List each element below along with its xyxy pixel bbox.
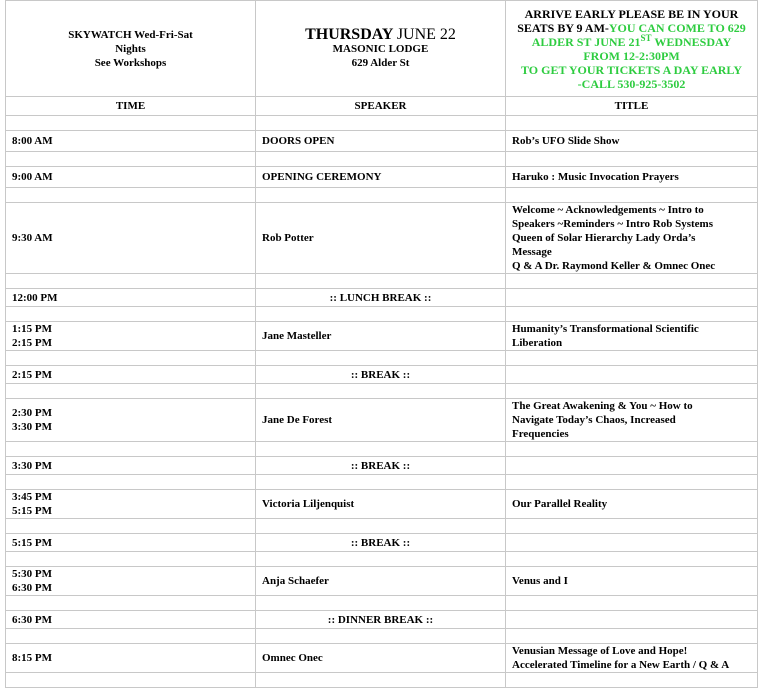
time-cell: [6, 611, 256, 629]
spacer-cell: [6, 442, 256, 457]
title-text: Venus and I: [512, 575, 568, 587]
speaker-cell: Omnec Onec: [256, 644, 506, 673]
spacer-cell: [256, 596, 506, 611]
time-text: 5:15 PM: [12, 505, 53, 517]
title-text: Navigate Today’s Chaos, Increased: [512, 414, 676, 426]
title-cell: [506, 366, 758, 384]
speaker-cell: Rob Potter: [256, 203, 506, 274]
spacer-cell: [506, 116, 758, 131]
time-text: 1:15 PM: [12, 323, 53, 335]
spacer-cell: [6, 351, 256, 366]
break-label: :: BREAK ::: [256, 457, 506, 475]
early-ticket-note: TO GET YOUR TICKETS A DAY EARLY: [521, 62, 742, 77]
schedule-row: [6, 490, 758, 519]
phone-note: -CALL 530-925-3502: [577, 76, 686, 91]
title-cell: [506, 289, 758, 307]
schedule-table: [5, 0, 758, 688]
spacer-cell: [6, 673, 256, 688]
time-cell: [6, 167, 256, 188]
spacer-cell: [6, 116, 256, 131]
spacer-cell: [256, 552, 506, 567]
spacer-cell: [256, 307, 506, 322]
title-text: The Great Awakening & You ~ How to: [512, 400, 693, 412]
time-cell: [6, 457, 256, 475]
time-text: 8:15 PM: [12, 652, 53, 664]
title-text: Our Parallel Reality: [512, 498, 608, 510]
time-cell: [6, 490, 256, 519]
header-row: [6, 1, 758, 97]
spacer-cell: [506, 552, 758, 567]
header-left-line: SKYWATCH Wed-Fri-Sat: [68, 28, 193, 41]
time-text: 3:30 PM: [12, 459, 53, 472]
break-label: :: LUNCH BREAK ::: [256, 289, 506, 307]
time-text: 6:30 PM: [12, 613, 53, 626]
break-row: [6, 289, 758, 307]
break-row: [6, 457, 758, 475]
schedule-row: [6, 644, 758, 673]
title-text: Queen of Solar Hierarchy Lady Orda’s: [512, 232, 696, 244]
spacer-row: [6, 673, 758, 688]
time-text: 12:00 PM: [12, 291, 58, 304]
spacer-cell: [256, 475, 506, 490]
column-header-time: TIME: [6, 97, 256, 116]
spacer-cell: [6, 629, 256, 644]
venue-name: MASONIC LODGE: [332, 42, 429, 55]
schedule-row: [6, 131, 758, 152]
spacer-cell: [506, 475, 758, 490]
time-text: 3:30 PM: [12, 421, 53, 433]
arrival-note: ARRIVE EARLY PLEASE BE IN YOUR: [524, 6, 739, 21]
time-text: 8:00 AM: [12, 135, 53, 147]
spacer-cell: [506, 307, 758, 322]
spacer-cell: [256, 442, 506, 457]
title-cell: [506, 644, 758, 673]
spacer-cell: [6, 188, 256, 203]
title-text: Haruko : Music Invocation Prayers: [512, 171, 679, 183]
break-label: :: BREAK ::: [256, 366, 506, 384]
time-text: 5:30 PM: [12, 568, 53, 580]
time-cell: [6, 567, 256, 596]
spacer-row: [6, 274, 758, 289]
spacer-cell: [6, 519, 256, 534]
spacer-cell: [6, 307, 256, 322]
column-header-title: TITLE: [506, 97, 758, 116]
spacer-row: [6, 152, 758, 167]
title-text: Speakers ~Reminders ~ Intro Rob Systems: [512, 218, 713, 230]
break-row: [6, 611, 758, 629]
spacer-cell: [256, 519, 506, 534]
title-cell: [506, 322, 758, 351]
header-left-line: See Workshops: [94, 56, 167, 69]
time-text: 2:15 PM: [12, 368, 53, 381]
speaker-cell: Anja Schaefer: [256, 567, 506, 596]
spacer-row: [6, 475, 758, 490]
spacer-cell: [506, 629, 758, 644]
time-text: 3:45 PM: [12, 491, 53, 503]
time-cell: [6, 131, 256, 152]
spacer-cell: [256, 629, 506, 644]
spacer-cell: [6, 384, 256, 399]
spacer-row: [6, 116, 758, 131]
schedule-row: [6, 399, 758, 442]
title-text: Venusian Message of Love and Hope!: [512, 645, 688, 657]
spacer-cell: [256, 274, 506, 289]
break-label: :: DINNER BREAK ::: [256, 611, 506, 629]
spacer-cell: [6, 152, 256, 167]
spacer-cell: [256, 384, 506, 399]
time-cell: [6, 203, 256, 274]
spacer-cell: [506, 384, 758, 399]
spacer-cell: [506, 519, 758, 534]
title-text: Welcome ~ Acknowledgements ~ Intro to: [512, 204, 704, 216]
title-cell: [506, 611, 758, 629]
spacer-cell: [6, 552, 256, 567]
speaker-cell: Jane De Forest: [256, 399, 506, 442]
time-cell: [6, 289, 256, 307]
spacer-cell: [506, 442, 758, 457]
title-text: Q & A Dr. Raymond Keller & Omnec Onec: [512, 260, 716, 272]
time-text: 5:15 PM: [12, 536, 53, 549]
arrival-note: SEATS BY 9 AM-YOU CAN COME TO 629: [517, 20, 746, 35]
title-cell: [506, 567, 758, 596]
title-text: Frequencies: [512, 428, 569, 440]
spacer-cell: [506, 673, 758, 688]
spacer-row: [6, 351, 758, 366]
header-center-cell: [256, 1, 506, 97]
title-text: Humanity’s Transformational Scientific: [512, 323, 699, 335]
schedule-row: [6, 567, 758, 596]
title-cell: [506, 534, 758, 552]
title-text: Message: [512, 246, 552, 258]
title-cell: [506, 203, 758, 274]
spacer-row: [6, 552, 758, 567]
spacer-row: [6, 307, 758, 322]
time-cell: [6, 644, 256, 673]
spacer-cell: [256, 351, 506, 366]
spacer-row: [6, 596, 758, 611]
speaker-cell: OPENING CEREMONY: [256, 167, 506, 188]
title-text: Liberation: [512, 337, 563, 349]
spacer-cell: [6, 274, 256, 289]
spacer-cell: [506, 274, 758, 289]
spacer-cell: [506, 152, 758, 167]
header-left-line: Nights: [115, 42, 146, 55]
spacer-cell: [506, 596, 758, 611]
title-cell: [506, 490, 758, 519]
time-cell: [6, 366, 256, 384]
spacer-cell: [256, 152, 506, 167]
break-row: [6, 534, 758, 552]
spacer-cell: [256, 673, 506, 688]
break-label: :: BREAK ::: [256, 534, 506, 552]
spacer-cell: [506, 351, 758, 366]
schedule-row: [6, 322, 758, 351]
schedule-row: [6, 203, 758, 274]
time-text: 9:00 AM: [12, 171, 53, 183]
time-text: 2:30 PM: [12, 407, 53, 419]
spacer-row: [6, 519, 758, 534]
title-text: Accelerated Timeline for a New Earth / Q & A: [512, 659, 730, 671]
column-header-speaker: SPEAKER: [256, 97, 506, 116]
time-cell: [6, 534, 256, 552]
time-cell: [6, 322, 256, 351]
time-text: 9:30 AM: [12, 232, 53, 244]
speaker-cell: DOORS OPEN: [256, 131, 506, 152]
spacer-row: [6, 629, 758, 644]
time-text: 2:15 PM: [12, 337, 53, 349]
spacer-cell: [6, 596, 256, 611]
title-cell: [506, 167, 758, 188]
spacer-cell: [506, 188, 758, 203]
speaker-cell: Victoria Liljenquist: [256, 490, 506, 519]
time-cell: [6, 399, 256, 442]
spacer-cell: [256, 188, 506, 203]
title-cell: [506, 131, 758, 152]
speaker-cell: Jane Masteller: [256, 322, 506, 351]
spacer-row: [6, 442, 758, 457]
spacer-row: [6, 188, 758, 203]
schedule-row: [6, 167, 758, 188]
event-date: THURSDAY JUNE 22: [305, 25, 456, 43]
venue-address: 629 Alder St: [351, 56, 410, 69]
early-ticket-note: FROM 12-2:30PM: [583, 48, 680, 63]
column-header-row: [6, 97, 758, 116]
early-ticket-note: ALDER ST JUNE 21ST WEDNESDAY: [531, 32, 732, 49]
time-text: 6:30 PM: [12, 582, 53, 594]
title-cell: [506, 399, 758, 442]
break-row: [6, 366, 758, 384]
header-left-cell: [6, 1, 256, 97]
title-text: Rob’s UFO Slide Show: [512, 135, 620, 147]
spacer-cell: [6, 475, 256, 490]
title-cell: [506, 457, 758, 475]
spacer-row: [6, 384, 758, 399]
header-note-cell: [506, 1, 758, 97]
spacer-cell: [256, 116, 506, 131]
